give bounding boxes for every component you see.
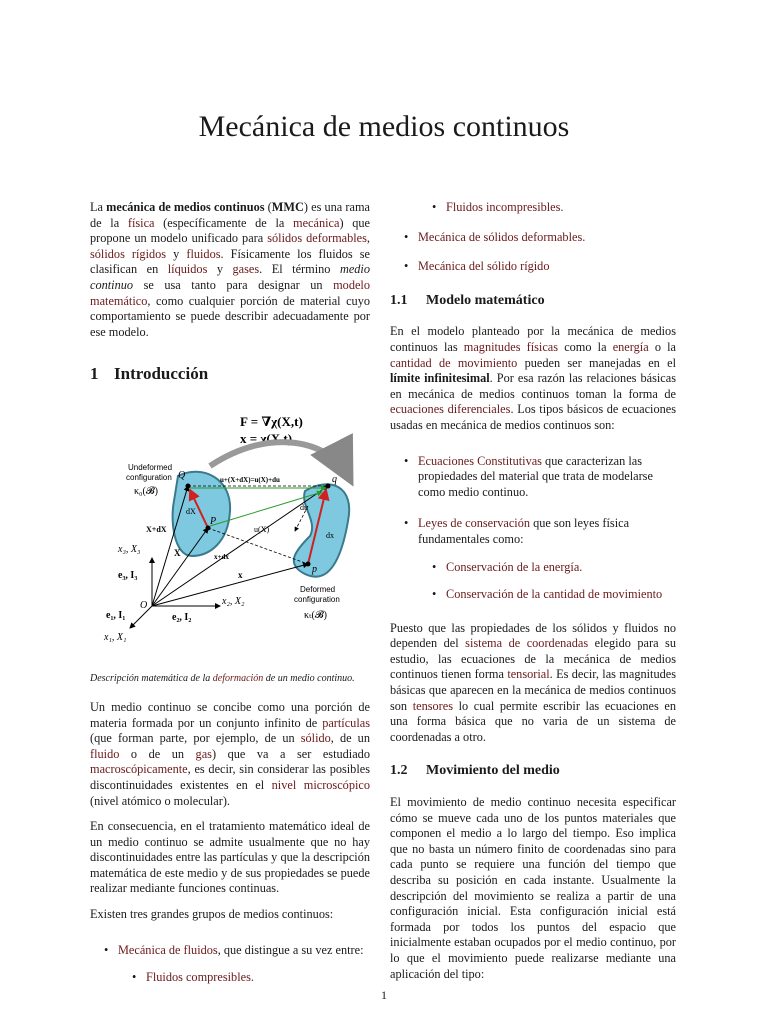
section-heading-movimiento: 1.2 Movimiento del medio: [390, 763, 560, 779]
left-column: [90, 200, 370, 998]
label-P: P: [210, 515, 217, 527]
point-Q: [186, 483, 191, 488]
link-gases[interactable]: gases: [232, 262, 260, 277]
link-macroscopicamente[interactable]: macroscópicamente: [90, 762, 188, 777]
x2-label: x₂, X₂: [222, 595, 245, 607]
link-fisica[interactable]: física: [127, 215, 155, 230]
label-du: du: [300, 502, 308, 512]
link-magnitudes-fisicas[interactable]: magnitudes físicas: [463, 339, 559, 354]
link-mecanica[interactable]: mecánica: [293, 215, 340, 230]
label-Q: Q: [178, 469, 186, 481]
link-conservacion-movimiento[interactable]: Conservación de la cantidad de movimiento: [446, 587, 663, 602]
paragraph-tensorial: Puesto que las propiedades de los sólidos y fluidos no dependen del sistema de coordenadas elegido para su estudio, las ecuaciones de la mecánica de medios continuos tienen forma tensorial. Es decir, las magnitudes básicas que aparecen en la mecánica de medios continuos son tensores lo cual permite escribir las ecuaciones en una forma básica que no varia de un sistema de coordenadas a otro.: [390, 620, 676, 744]
label-X: X: [174, 547, 181, 558]
kappa0-label: κ₀(𝓑): [134, 485, 159, 497]
link-solidos-deformables[interactable]: sólidos deformables: [267, 231, 367, 246]
list-item: [90, 970, 370, 986]
link-ecuaciones-constitutivas[interactable]: Ecuaciones Constitutivas: [418, 453, 542, 468]
figure-caption: Descripción matemática de la deformación de un medio continuo.: [90, 672, 355, 684]
label-q: q: [332, 473, 337, 485]
e2-label: e₂, I₂: [172, 611, 192, 623]
page-title: Mecánica de medios continuos: [198, 110, 570, 143]
link-deformacion[interactable]: deformación: [212, 672, 264, 684]
list-item: • Mecánica de fluidos, que distingue a su vez entre:: [90, 943, 370, 959]
link-solidos-deformables-list[interactable]: Mecánica de sólidos deformables.: [418, 229, 586, 244]
link-fluidos-incompresibles[interactable]: Fluidos incompresibles.: [446, 200, 564, 214]
list-item: [390, 560, 676, 576]
link-mecanica-fluidos[interactable]: Mecánica de fluidos: [118, 942, 218, 957]
e3-label: e₃, I₃: [118, 569, 138, 581]
link-nivel-microscopico[interactable]: nivel microscópico: [271, 777, 370, 792]
link-solido-rigido[interactable]: Mecánica del sólido rígido: [418, 259, 550, 274]
equation-types-list: [390, 454, 676, 603]
label-x: x: [238, 569, 243, 580]
label-dx: dx: [326, 530, 334, 540]
undeformed-label: Undeformed: [128, 462, 173, 472]
section-heading-modelo: 1.1 Modelo matemático: [390, 292, 545, 308]
kappat-label: κₜ(𝓑): [304, 609, 327, 621]
link-leyes-conservacion[interactable]: Leyes de conservación: [418, 516, 530, 531]
link-tensores[interactable]: tensores: [412, 698, 453, 713]
label-XdX: X+dX: [146, 524, 167, 534]
point-q: [326, 483, 331, 488]
label-xdx: x+dx: [214, 552, 229, 561]
link-fluidos[interactable]: fluidos: [186, 246, 221, 261]
link-ecuaciones-diferenciales[interactable]: ecuaciones diferenciales: [390, 402, 511, 417]
point-p: [306, 561, 311, 566]
right-column: [390, 200, 676, 992]
label-dX: dX: [186, 506, 196, 516]
link-conservacion-energia[interactable]: Conservación de la energía.: [446, 559, 583, 574]
link-liquidos[interactable]: líquidos: [167, 262, 208, 277]
link-fluido[interactable]: fluido: [90, 746, 120, 761]
link-modelo-matematico[interactable]: modelo matemático: [90, 277, 370, 308]
paragraph-movimiento: El movimiento de medio continuo necesita especificar cómo se mueve cada uno de los puntos materiales que componen el medio a lo largo del tiempo. Eso implica que no basta un número finito de coordenadas sino para cada punto se requiere una función del tiempo que describa su posición en cada instante. Usualmente la descripción del movimiento se realiza a partir de una configuración inicial. Esta configuración inicial está formada por todos los puntos del espacio que inicialmente estaban ocupados por el medio continuo, por lo que el movimiento puede realizarse mediante una aplicación del tipo:: [390, 795, 676, 981]
e1-label: e₁, I₁: [106, 609, 126, 621]
intro-paragraph: La mecánica de medios continuos (MMC) es una rama de la física (específicamente de la mecánica) que propone un modelo unificado para sólidos deformables, sólidos rígidos y fluidos. Físicamente los fluidos se clasifican en líquidos y gases. El término medio continuo se usa tanto para designar un modelo matemático, como cualquier porción de material cuyo comportamiento se puede describir adecuadamente por ese modelo.: [90, 200, 370, 339]
mapping-arrow: [210, 442, 348, 476]
groups-list: [90, 943, 370, 986]
undeformed-label-2: configuration: [126, 472, 172, 482]
deformed-label: Deformed: [300, 584, 336, 594]
list-item: [390, 200, 676, 216]
paragraph-modelo: En el modelo planteado por la mecánica de medios continuos las magnitudes físicas como la energía o la cantidad de movimiento pueden ser manejadas en el límite infinitesimal. Por esa razón las relaciones básicas en mecánica de medios continuos toman la forma de ecuaciones diferenciales. Los tipos básicos de ecuaciones usadas en mecánica de medios continuos son:: [390, 324, 676, 432]
deformation-figure: [90, 406, 370, 666]
link-cantidad-movimiento[interactable]: cantidad de movimiento: [390, 355, 518, 370]
link-solidos-rigidos[interactable]: sólidos rígidos: [90, 246, 167, 261]
eq-motion: x = χ(X,t): [240, 430, 293, 446]
list-item: • Leyes de conservación que son leyes física fundamentales como:: [390, 516, 676, 547]
list-item: [390, 230, 676, 246]
paragraph-medio-continuo: Un medio continuo se concibe como una porción de materia formada por un conjunto infinito de partículas (que forman parte, por ejemplo, de un sólido, de un fluido o de un gas) que va a ser estudiado macroscópicamente, es decir, sin considerar las posibles discontinuidades existentes en el nivel microscópico (nivel atómico o molecular).: [90, 699, 370, 808]
link-solido[interactable]: sólido: [300, 731, 331, 746]
link-tensorial[interactable]: tensorial: [507, 667, 550, 682]
label-udx: u+(X+dX)=u(X)+du: [220, 475, 280, 484]
link-gas[interactable]: gas: [195, 746, 212, 761]
link-energia[interactable]: energía: [612, 339, 649, 354]
page-number: 1: [381, 988, 387, 1002]
paragraph-grupos: Existen tres grandes grupos de medios continuos:: [90, 907, 334, 922]
list-item: [390, 587, 676, 603]
paragraph-consecuencia: En consecuencia, en el tratamiento matemático ideal de un medio continuo se admite usualmente que no hay discontinuidades entre las partículas y que la descripción matemática de este medio y de sus propiedades se puede realizar mediante funciones continuas.: [90, 819, 370, 896]
eq-deformation-gradient: F = ∇χ(X,t): [240, 413, 303, 429]
origin-label: O: [140, 599, 148, 611]
deformed-label-2: configuration: [294, 594, 340, 604]
x3-label: x₃, X₃: [118, 543, 141, 555]
groups-list-continued: [390, 200, 676, 275]
label-p: p: [312, 563, 317, 575]
list-item: [390, 259, 676, 275]
x1-label: x₁, X₁: [104, 631, 127, 643]
link-sistema-coordenadas[interactable]: sistema de coordenadas: [465, 636, 589, 651]
section-heading-introduccion: 1 Introducción: [90, 364, 209, 384]
list-item: • Ecuaciones Constitutivas que caracterizan las propiedades del material que trata de modelarse como medio continuo.: [390, 454, 676, 501]
label-uX: u(X): [254, 524, 270, 534]
link-fluidos-compresibles[interactable]: Fluidos compresibles.: [146, 970, 254, 985]
link-particulas[interactable]: partículas: [322, 715, 370, 730]
